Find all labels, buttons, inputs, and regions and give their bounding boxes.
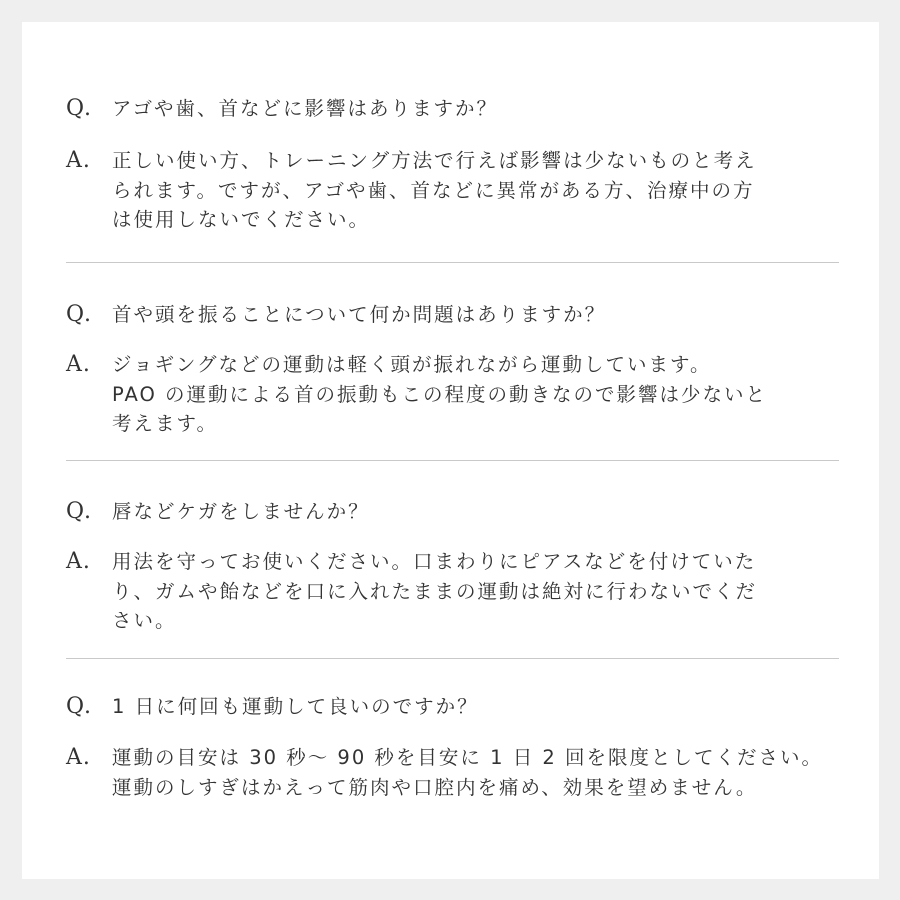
answer-row <box>66 743 852 802</box>
answer-text: 正しい使い方、トレーニング方法で行えば影響は少ないものと考え られます。ですが、アゴや歯、首などに異常がある方、治療中の方 は使用しないでください。 <box>112 149 757 231</box>
question-marker: Q. <box>66 302 92 327</box>
answer-text: ジョギングなどの運動は軽く頭が振れながら運動しています。 PAO の運動による首の振動もこの程度の動きなので影響は少ないと 考えます。 <box>112 353 768 435</box>
answer-text: 運動の目安は 30 秒～ 90 秒を目安に 1 日 2 回を限度としてください。 運動のしすぎはかえって筋肉や口腔内を痛め、効果を望めません。 <box>112 746 824 799</box>
question-row <box>66 497 852 527</box>
question-text: アゴや歯、首などに影響はありますか？ <box>112 97 499 120</box>
faq-card <box>22 22 879 879</box>
answer-row <box>66 547 852 636</box>
question-text: 唇などケガをしませんか？ <box>112 500 370 523</box>
answer-marker: A. <box>66 549 91 574</box>
question-row <box>66 94 852 124</box>
answer-text: 用法を守ってお使いください。口まわりにピアスなどを付けていた り、ガムや飴などを口に入れたままの運動は絶対に行わないでくだ さい。 <box>112 550 758 632</box>
question-marker: Q. <box>66 499 92 524</box>
question-text: 首や頭を振ることについて何か問題はありますか？ <box>112 303 607 326</box>
question-marker: Q. <box>66 96 92 121</box>
question-text: 1 日に何回も運動して良いのですか？ <box>112 695 479 718</box>
divider <box>66 262 839 263</box>
divider <box>66 460 839 461</box>
divider <box>66 658 839 659</box>
answer-marker: A. <box>66 148 91 173</box>
question-row <box>66 300 852 330</box>
answer-row <box>66 146 852 235</box>
answer-row <box>66 350 852 439</box>
answer-marker: A. <box>66 745 91 770</box>
question-row <box>66 692 852 722</box>
answer-marker: A. <box>66 352 91 377</box>
question-marker: Q. <box>66 694 92 719</box>
